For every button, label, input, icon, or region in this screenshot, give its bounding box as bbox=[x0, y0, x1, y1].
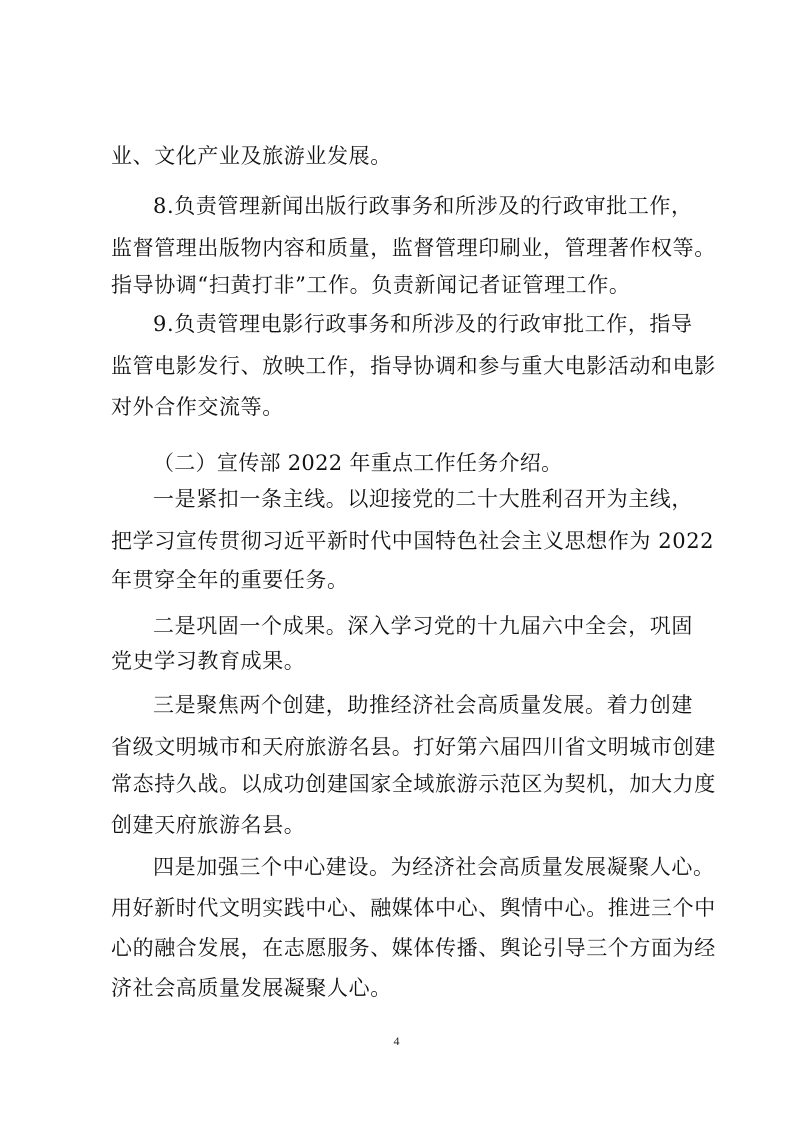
page-number: 4 bbox=[393, 1034, 400, 1048]
body-text-line: 业、文化产业及旅游业发展。 bbox=[111, 144, 392, 168]
body-text-line: 一是紧扣一条主线。以迎接党的二十大胜利召开为主线， bbox=[153, 487, 693, 511]
body-text-line: 年贯穿全年的重要任务。 bbox=[111, 568, 349, 592]
body-text-line: 省级文明城市和天府旅游名县。打好第六届四川省文明城市创建 bbox=[111, 735, 716, 759]
body-text-line: 二是巩固一个成果。深入学习党的十九届六中全会，巩固 bbox=[153, 614, 693, 638]
body-text-line: 监督管理出版物内容和质量，监督管理印刷业，管理著作权等。 bbox=[111, 236, 716, 260]
body-text-line: 9.负责管理电影行政事务和所涉及的行政审批工作，指导 bbox=[153, 312, 693, 336]
body-text-line: 用好新时代文明实践中心、融媒体中心、舆情中心。推进三个中 bbox=[111, 896, 716, 920]
body-text-line: 党史学习教育成果。 bbox=[111, 649, 306, 673]
body-text-line: 指导协调“扫黄打非”工作。负责新闻记者证管理工作。 bbox=[111, 273, 631, 297]
body-text-line: 常态持久战。以成功创建国家全域旅游示范区为契机，加大力度 bbox=[111, 772, 716, 796]
section-heading: （二）宣传部 2022 年重点工作任务介绍。 bbox=[153, 451, 563, 475]
body-text-line: 四是加强三个中心建设。为经济社会高质量发展凝聚人心。 bbox=[153, 855, 715, 879]
body-text-line: 三是聚焦两个创建，助推经济社会高质量发展。着力创建 bbox=[153, 693, 693, 717]
body-text-line: 对外合作交流等。 bbox=[111, 395, 284, 419]
body-text-line: 8.负责管理新闻出版行政事务和所涉及的行政审批工作， bbox=[153, 194, 693, 218]
body-text-line: 把学习宣传贯彻习近平新时代中国特色社会主义思想作为 2022 bbox=[111, 529, 715, 553]
body-text-line: 监管电影发行、放映工作，指导协调和参与重大电影活动和电影 bbox=[111, 354, 716, 378]
body-text-line: 创建天府旅游名县。 bbox=[111, 813, 306, 837]
body-text-line: 心的融合发展，在志愿服务、媒体传播、舆论引导三个方面为经 bbox=[111, 936, 716, 960]
body-text-line: 济社会高质量发展凝聚人心。 bbox=[111, 976, 392, 1000]
